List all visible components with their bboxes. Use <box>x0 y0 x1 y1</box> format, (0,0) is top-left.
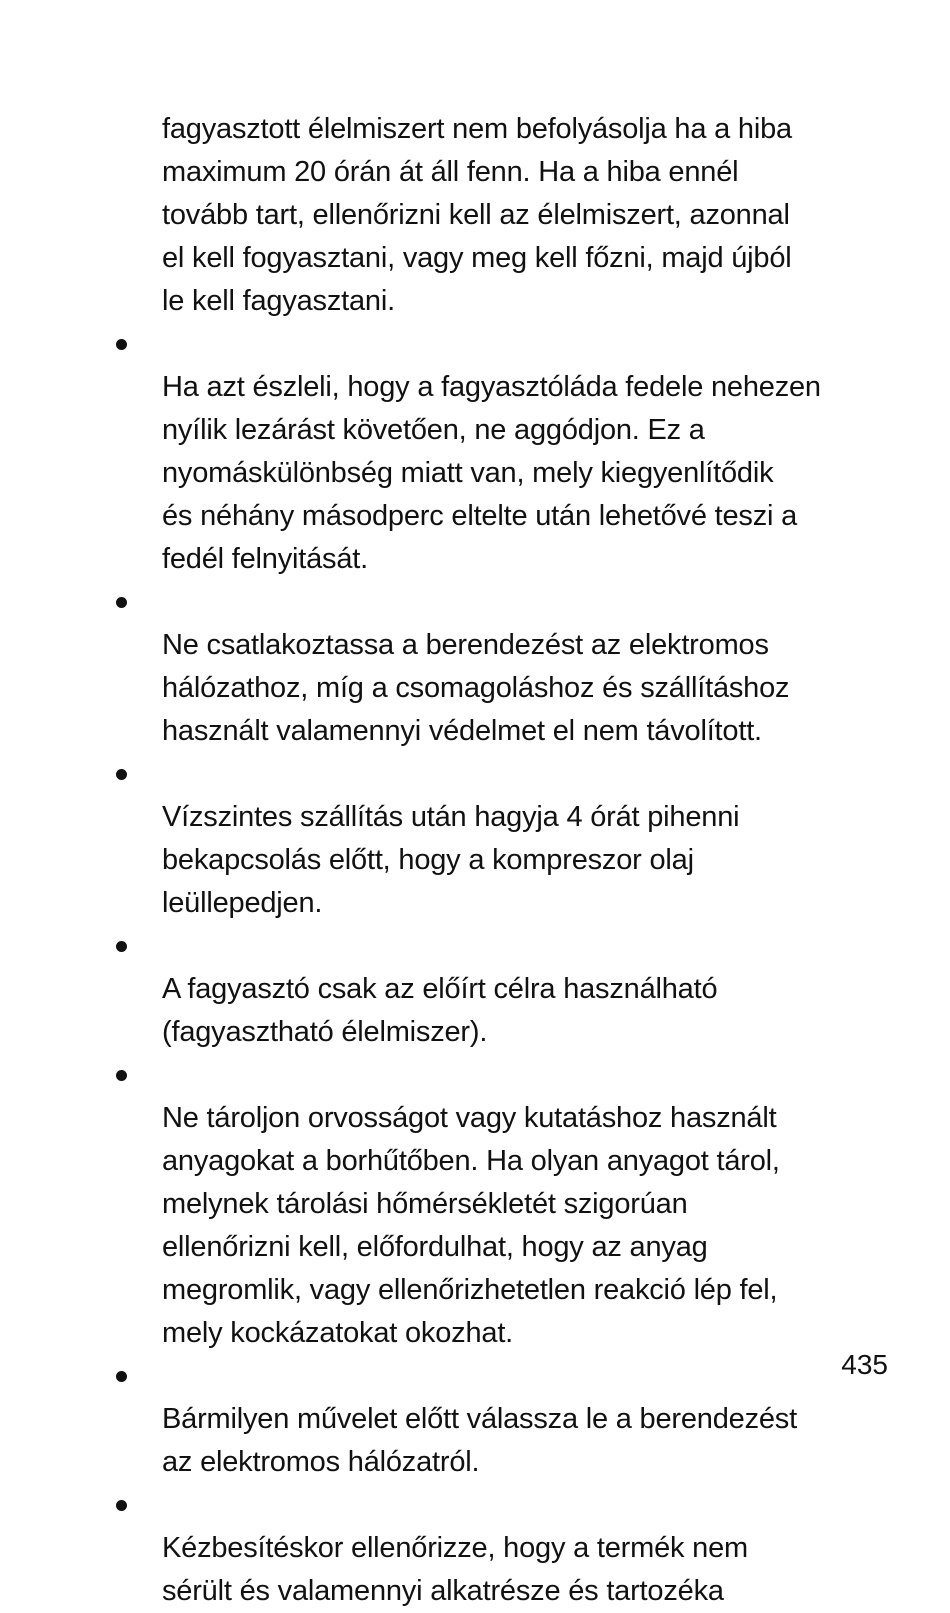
bullet-dot-icon <box>116 1070 127 1081</box>
bullet-dot-icon <box>116 597 127 608</box>
bullet-dot-icon <box>116 339 127 350</box>
bullet-text: Ha azt észleli, hogy a fagyasztóláda fedele nehezen nyílik lezárást követően, ne aggódjon. Ez a nyomáskülönbség miatt van, mely kiegyenlítődik és néhány másodperc eltelte után lehetővé teszi a fedél felnyitását. <box>162 371 821 575</box>
bullet-item <box>162 323 892 581</box>
bullet-text: Ne tároljon orvosságot vagy kutatáshoz használt anyagokat a borhűtőben. Ha olyan anyagot tárol, melynek tárolási hőmérsékletét szigorúan ellenőrizni kell, előfordulhat, hogy az anyag megromlik, vagy ellenőrizhetetlen reakció lép fel, mely kockázatokat okozhat. <box>162 1102 780 1349</box>
bullet-item <box>162 1054 892 1355</box>
bullet-dot-icon <box>116 769 127 780</box>
bullet-text: Bármilyen művelet előtt válassza le a berendezést az elektromos hálózatról. <box>162 1403 797 1478</box>
bullet-dot-icon <box>116 941 127 952</box>
bullet-dot-icon <box>116 1500 127 1511</box>
bullet-text: A fagyasztó csak az előírt célra használható (fagyasztható élelmiszer). <box>162 973 718 1048</box>
bullet-text: Kézbesítéskor ellenőrizze, hogy a termék nem sérült és valamennyi alkatrésze és tartozéka <box>162 1532 748 1607</box>
bullet-text: Vízszintes szállítás után hagyja 4 órát pihenni bekapcsolás előtt, hogy a kompreszor olaj leüllepedjen. <box>162 801 740 919</box>
bullet-dot-icon <box>116 1371 127 1382</box>
bullet-item <box>162 1355 892 1484</box>
intro-paragraph: fagyasztott élelmiszert nem befolyásolja ha a hiba maximum 20 órán át áll fenn. Ha a hiba ennél tovább tart, ellenőrizni kell az élelmiszert, azonnal el kell fogyasztani, vagy meg kell főzni, majd újból le kell fagyasztani. <box>162 113 792 317</box>
page-content <box>162 108 892 1613</box>
bullet-item <box>162 753 892 925</box>
bullet-text: Ne csatlakoztassa a berendezést az elektromos hálózathoz, míg a csomagoláshoz és szállításhoz használt valamennyi védelmet el nem távolított. <box>162 629 790 747</box>
bullet-item <box>162 925 892 1054</box>
bullet-item <box>162 1484 892 1613</box>
page-number: 435 <box>841 1349 888 1380</box>
bullet-item <box>162 581 892 753</box>
